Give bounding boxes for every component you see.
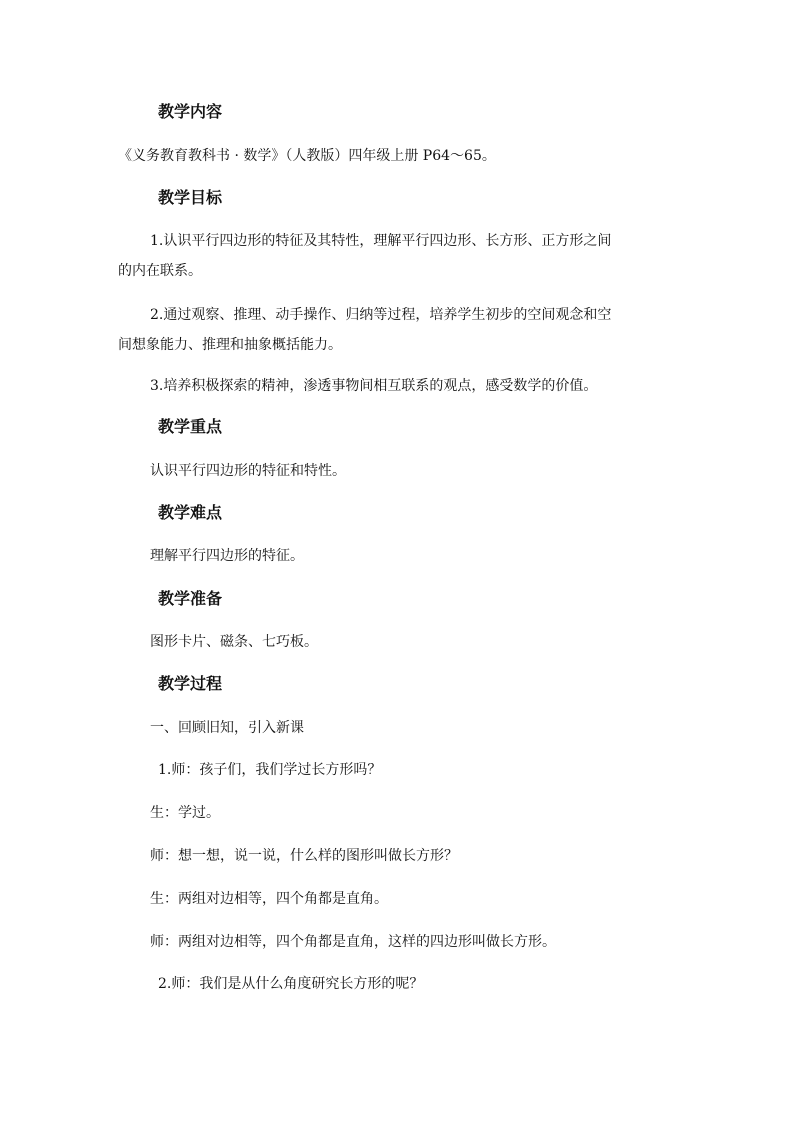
process-line-5: 师：两组对边相等，四个角都是直角，这样的四边形叫做长方形。: [150, 934, 556, 950]
difficulties-text: 理解平行四边形的特征。: [150, 548, 304, 564]
goal-3: 3.培养积极探索的精神，渗透事物间相互联系的观点，感受数学的价值。: [150, 378, 598, 394]
teaching-content-text: 《义务教育教科书 · 数学》（人教版）四年级上册 P64～65。: [118, 148, 496, 164]
goal-2-line-2: 间想象能力、推理和抽象概括能力。: [118, 337, 342, 353]
key-points-text: 认识平行四边形的特征和特性。: [150, 463, 346, 479]
heading-difficulties: 教学难点: [158, 503, 223, 522]
process-line-2: 生：学过。: [150, 805, 220, 821]
heading-process: 教学过程: [158, 674, 223, 693]
goal-1-line-1: 1.认识平行四边形的特征及其特性，理解平行四边形、长方形、正方形之间: [150, 233, 612, 249]
preparation-text: 图形卡片、磁条、七巧板。: [150, 634, 318, 650]
heading-preparation: 教学准备: [158, 589, 223, 608]
heading-key-points: 教学重点: [158, 417, 223, 436]
process-line-3: 师：想一想，说一说，什么样的图形叫做长方形？: [150, 848, 458, 864]
heading-teaching-content: 教学内容: [158, 102, 223, 121]
process-step-1-title: 一、回顾旧知，引入新课: [150, 720, 304, 736]
process-line-6: 2.师：我们是从什么角度研究长方形的呢？: [158, 976, 424, 992]
goal-1-line-2: 的内在联系。: [118, 263, 202, 279]
heading-teaching-goals: 教学目标: [158, 188, 223, 207]
goal-2-line-1: 2.通过观察、推理、动手操作、归纳等过程，培养学生初步的空间观念和空: [150, 307, 612, 323]
process-line-1: 1.师：孩子们，我们学过长方形吗？: [158, 762, 382, 778]
process-line-4: 生：两组对边相等，四个角都是直角。: [150, 891, 388, 907]
